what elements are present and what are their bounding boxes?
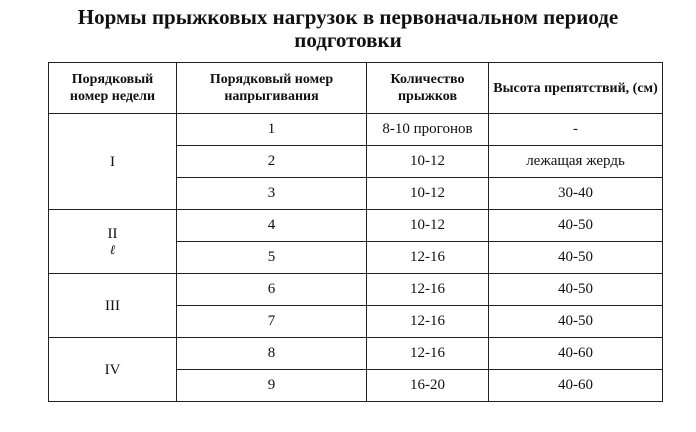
jump-norms-table — [48, 62, 663, 402]
jump-count-cell: 12-16 — [367, 242, 489, 274]
obstacle-height-cell: 40-50 — [489, 306, 663, 338]
jump-number-cell: 2 — [177, 146, 367, 178]
jump-number-cell: 4 — [177, 210, 367, 242]
week-label: I — [110, 153, 115, 170]
table-row — [49, 210, 663, 242]
obstacle-height-cell: 40-60 — [489, 338, 663, 370]
week-label: IV — [104, 361, 121, 378]
jump-number-cell: 7 — [177, 306, 367, 338]
jump-number-cell: 3 — [177, 178, 367, 210]
table-header-row — [49, 63, 663, 114]
title-line-2: подготовки — [294, 28, 402, 52]
table-row — [49, 114, 663, 146]
obstacle-height-cell: - — [489, 114, 663, 146]
obstacle-height-cell: 30-40 — [489, 178, 663, 210]
header-obstacle-height: Высота препятствий, (см) — [489, 63, 663, 114]
obstacle-height-cell: 40-50 — [489, 274, 663, 306]
obstacle-height-cell: 40-50 — [489, 242, 663, 274]
header-jump-number: Порядковый номер напрыгивания — [177, 63, 367, 114]
week-cell — [49, 210, 177, 274]
header-jump-count: Количество прыжков — [367, 63, 489, 114]
jump-count-cell: 16-20 — [367, 370, 489, 402]
title-line-1: Нормы прыжковых нагрузок в первоначальном периоде — [77, 5, 619, 29]
jump-number-cell: 8 — [177, 338, 367, 370]
obstacle-height-cell: 40-50 — [489, 210, 663, 242]
table-row — [49, 274, 663, 306]
week-cell — [49, 114, 177, 210]
jump-count-cell: 10-12 — [367, 146, 489, 178]
week-cell — [49, 338, 177, 402]
document-title — [0, 4, 696, 54]
jump-number-cell: 1 — [177, 114, 367, 146]
jump-number-cell: 5 — [177, 242, 367, 274]
table-row — [49, 338, 663, 370]
jump-count-cell: 8-10 прогонов — [367, 114, 489, 146]
jump-number-cell: 6 — [177, 274, 367, 306]
jump-count-cell: 12-16 — [367, 306, 489, 338]
header-week-number: Порядковый номер недели — [49, 63, 177, 114]
handwritten-mark: ℓ — [109, 241, 116, 257]
jump-count-cell: 12-16 — [367, 274, 489, 306]
jump-count-cell: 12-16 — [367, 338, 489, 370]
jump-count-cell: 10-12 — [367, 210, 489, 242]
obstacle-height-cell: лежащая жердь — [489, 146, 663, 178]
week-cell — [49, 274, 177, 338]
obstacle-height-cell: 40-60 — [489, 370, 663, 402]
jump-count-cell: 10-12 — [367, 178, 489, 210]
week-label: II — [107, 225, 118, 242]
week-label: III — [105, 297, 120, 314]
jump-number-cell: 9 — [177, 370, 367, 402]
